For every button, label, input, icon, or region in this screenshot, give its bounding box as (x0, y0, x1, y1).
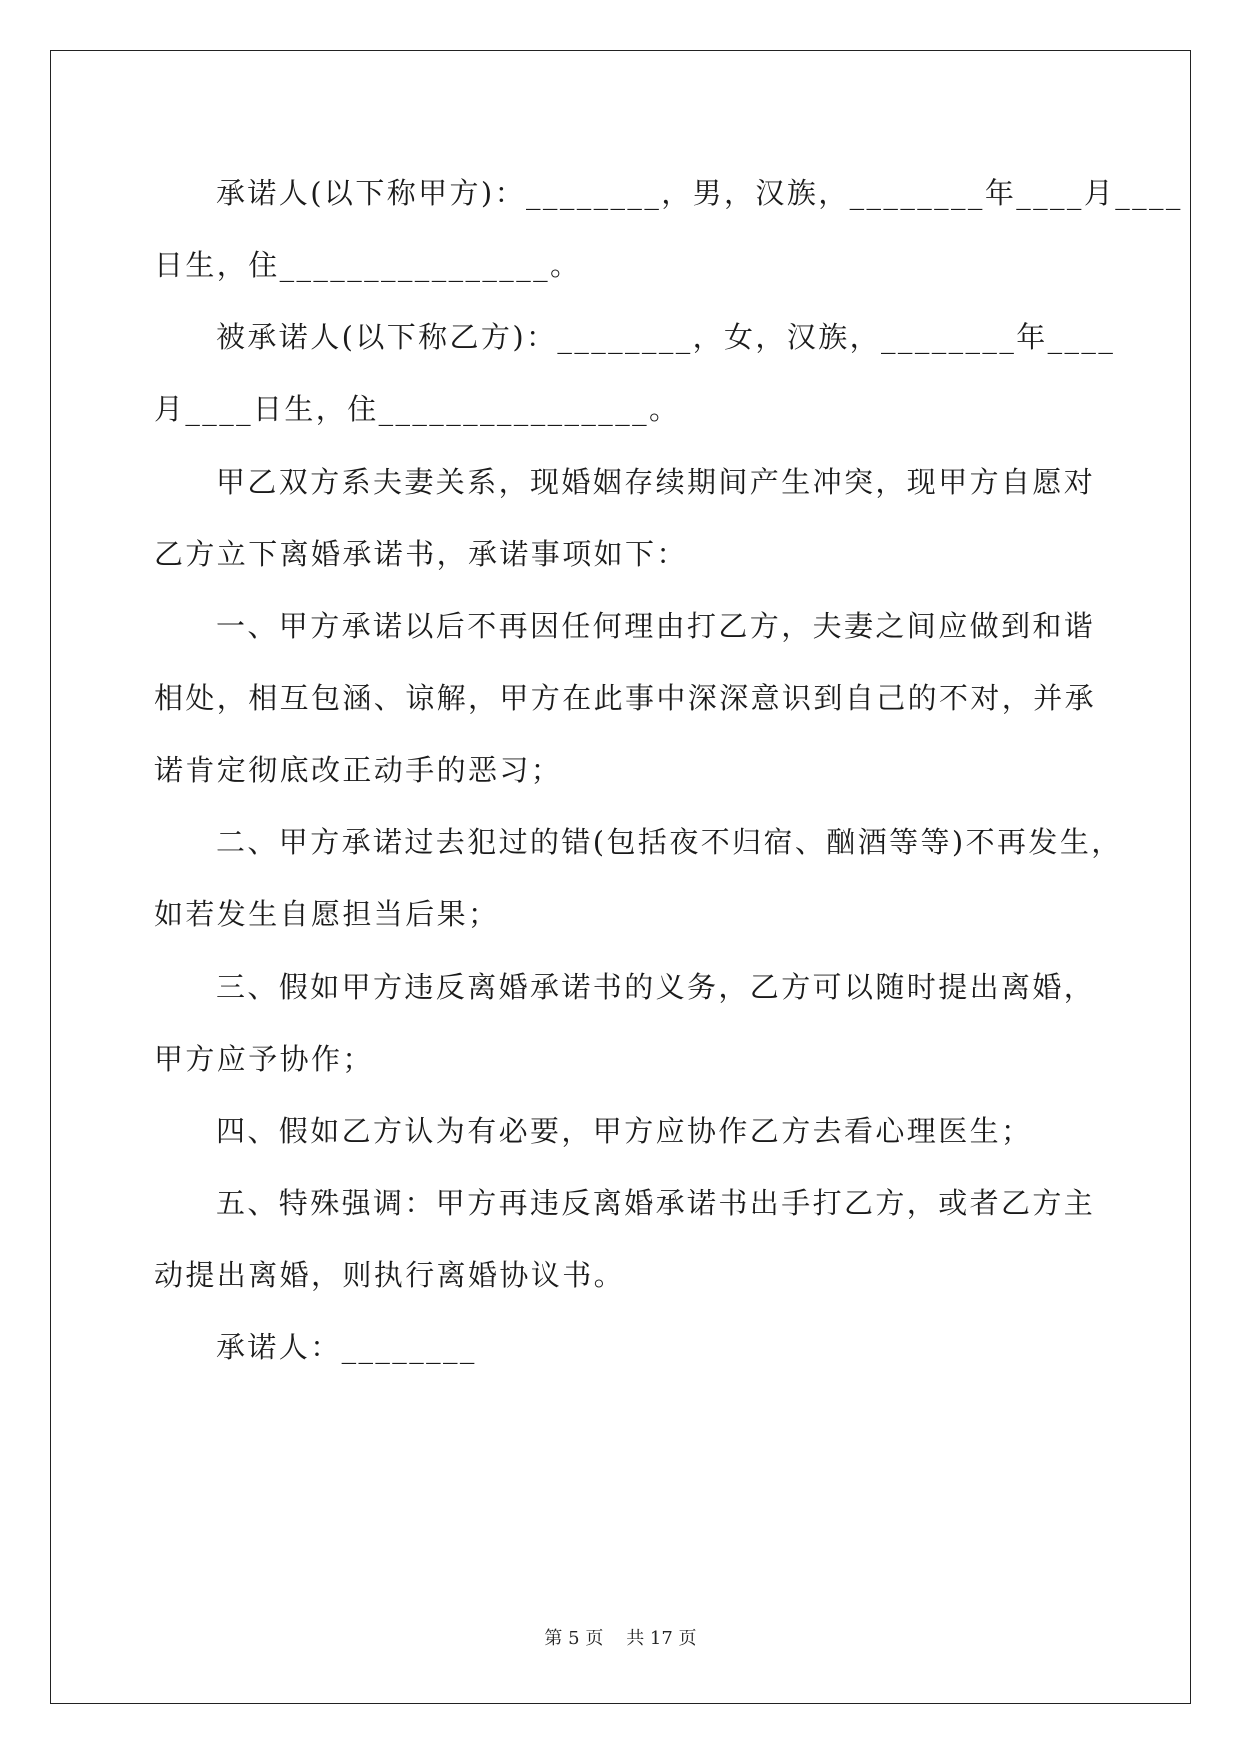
intro-line-1: 甲乙双方系夫妻关系，现婚姻存续期间产生冲突，现甲方自愿对 (216, 465, 1096, 499)
intro-line-2: 乙方立下离婚承诺书，承诺事项如下： (154, 537, 688, 571)
clause-1-line-2: 相处，相互包涵、谅解，甲方在此事中深深意识到自己的不对，并承 (154, 681, 1097, 715)
signature-line: 承诺人：________ (216, 1330, 477, 1364)
page-number: 第 5 页 共 17 页 (544, 1628, 697, 1649)
page-border (50, 50, 1191, 1704)
clause-2-line-2: 如若发生自愿担当后果； (154, 897, 500, 931)
clause-4-line: 四、假如乙方认为有必要，甲方应协作乙方去看心理医生； (216, 1114, 1033, 1148)
clause-5-line-1: 五、特殊强调：甲方再违反离婚承诺书出手打乙方，或者乙方主 (216, 1186, 1096, 1220)
party-b-line-1: 被承诺人(以下称乙方)：________，女，汉族，________年____ (216, 320, 1116, 354)
party-a-line-1: 承诺人(以下称甲方)：________，男，汉族，________年____月____ (216, 176, 1183, 210)
clause-1-line-1: 一、甲方承诺以后不再因任何理由打乙方，夫妻之间应做到和谐 (216, 609, 1096, 643)
clause-1-line-3: 诺肯定彻底改正动手的恶习； (154, 753, 563, 787)
clause-3-line-2: 甲方应予协作； (154, 1042, 374, 1076)
party-a-line-2: 日生，住________________。 (154, 248, 582, 282)
clause-2-line-1: 二、甲方承诺过去犯过的错(包括夜不归宿、酗酒等等)不再发生， (216, 825, 1123, 859)
clause-5-line-2: 动提出离婚，则执行离婚协议书。 (154, 1258, 626, 1292)
party-b-line-2: 月____日生，住________________。 (154, 392, 681, 426)
clause-3-line-1: 三、假如甲方违反离婚承诺书的义务，乙方可以随时提出离婚， (216, 970, 1096, 1004)
